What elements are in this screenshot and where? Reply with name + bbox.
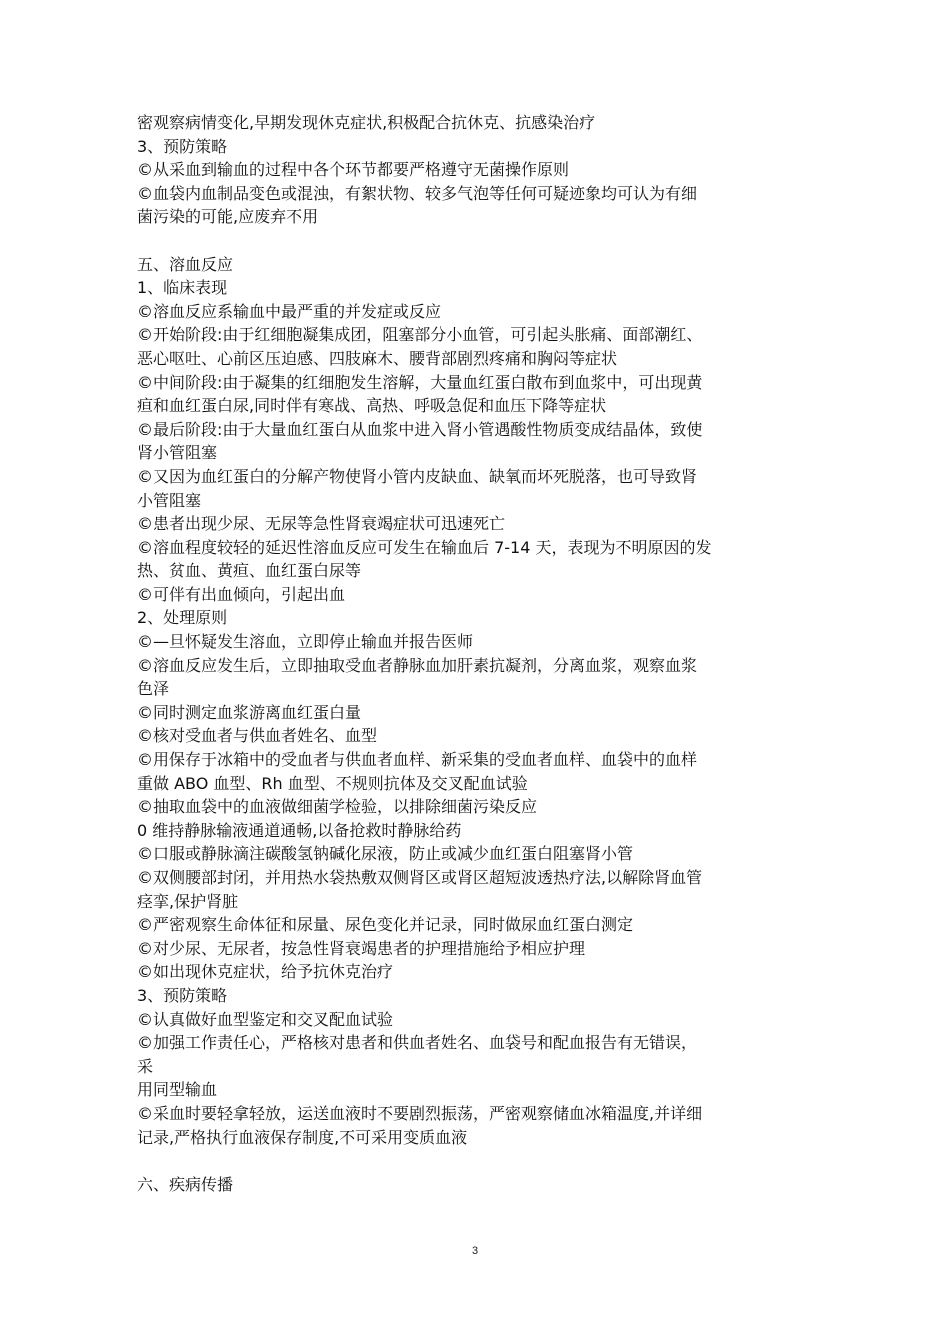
text-line: ©溶血程度较轻的延迟性溶血反应可发生在输血后 7-14 天，表现为不明原因的发: [137, 537, 712, 557]
text-line: 采: [137, 1056, 154, 1076]
text-line: ©又因为血红蛋白的分解产物使肾小管内皮缺血、缺氧而坏死脱落，也可导致肾: [137, 466, 698, 486]
text-line: ©严密观察生命体征和尿量、尿色变化并记录，同时做尿血红蛋白测定: [137, 915, 634, 935]
text-line: 恶心呕吐、心前区压迫感、四肢麻木、腰背部剧烈疼痛和胸闷等症状: [137, 348, 618, 368]
text-line: ©血袋内血制品变色或混浊，有絮状物、较多气泡等任何可疑迹象均可认为有细: [137, 183, 698, 203]
text-line: 热、贫血、黄疸、血红蛋白尿等: [137, 561, 362, 581]
text-line: ©开始阶段:由于红细胞凝集成团，阻塞部分小血管，可引起头胀痛、面部潮红、: [137, 325, 703, 345]
text-line: 小管阻塞: [137, 490, 202, 510]
text-line: ©核对受血者与供血者姓名、血型: [137, 726, 378, 746]
text-line: ©对少尿、无尿者，按急性肾衰竭患者的护理措施给予相应护理: [137, 938, 586, 958]
text-line: ©抽取血袋中的血液做细菌学检验，以排除细菌污染反应: [137, 797, 538, 817]
text-line: ©从采血到输血的过程中各个环节都要严格遵守无菌操作原则: [137, 160, 570, 180]
text-line: ©采血时要轻拿轻放，运送血液时不要剧烈振荡，严密观察储血冰箱温度,并详细: [137, 1103, 703, 1123]
text-line: ©如出现休克症状，给予抗休克治疗: [137, 962, 394, 982]
text-line: ©双侧腰部封闭，并用热水袋热敷双侧肾区或肾区超短波透热疗法,以解除肾血管: [137, 868, 703, 887]
page-number: 3: [471, 1245, 479, 1257]
text-line: ©患者出现少尿、无尿等急性肾衰竭症状可迅速死亡: [137, 514, 506, 534]
text-line: ©溶血反应发生后，立即抽取受血者静脉血加肝素抗凝剂，分离血浆，观察血浆: [137, 655, 698, 675]
text-line: 五、溶血反应: [137, 254, 234, 274]
text-line: 用同型输血: [137, 1080, 218, 1100]
text-line: ©溶血反应系输血中最严重的并发症或反应: [137, 301, 442, 321]
text-line: 肾小管阻塞: [137, 443, 218, 463]
text-line: 疸和血红蛋白尿,同时伴有寒战、高热、呼吸急促和血压下降等症状: [137, 396, 607, 416]
document-body: [137, 111, 817, 1196]
text-line: 密观察病情变化,早期发现休克症状,积极配合抗休克、抗感染治疗: [137, 113, 596, 132]
text-line: 3、预防策略: [137, 136, 228, 156]
text-line: 六、疾病传播: [137, 1174, 234, 1194]
text-line: 重做 ABO 血型、Rh 血型、不规则抗体及交叉配血试验: [137, 773, 528, 793]
text-line: 色泽: [137, 679, 170, 699]
text-line: ©用保存于冰箱中的受血者与供血者血样、新采集的受血者血样、血袋中的血样: [137, 750, 698, 770]
text-line: ©中间阶段:由于凝集的红细胞发生溶解，大量血红蛋白散布到血浆中，可出现黄: [137, 372, 703, 392]
text-line: 痉挛,保护肾脏: [137, 891, 239, 911]
text-line: ©—旦怀疑发生溶血，立即停止输血并报告医师: [137, 632, 474, 652]
text-line: 2、处理原则: [137, 608, 228, 628]
text-line: ©同时测定血浆游离血红蛋白量: [137, 702, 362, 722]
text-line: ©认真做好血型鉴定和交叉配血试验: [137, 1009, 394, 1029]
text-line: ©加强工作责任心，严格核对患者和供血者姓名、血袋号和配血报告有无错误，: [137, 1033, 698, 1053]
text-line: 3、预防策略: [137, 985, 228, 1005]
text-line: ©最后阶段:由于大量血红蛋白从血浆中进入肾小管遇酸性物质变成结晶体，致使: [137, 419, 703, 439]
text-line: 1、临床表现: [137, 278, 228, 298]
blank-line: [137, 229, 817, 253]
text-line: 0 维持静脉输液通道通畅,以备抢救时静脉给药: [137, 820, 462, 840]
text-line: 菌污染的可能,应废弃不用: [137, 207, 319, 227]
text-line: 记录,严格执行血液保存制度,不可采用变质血液: [137, 1127, 468, 1147]
blank-line: [137, 1149, 817, 1173]
text-line: ©口服或静脉滴注碳酸氢钠碱化尿液，防止或减少血红蛋白阻塞肾小管: [137, 844, 634, 864]
text-line: ©可伴有出血倾向，引起出血: [137, 584, 346, 604]
